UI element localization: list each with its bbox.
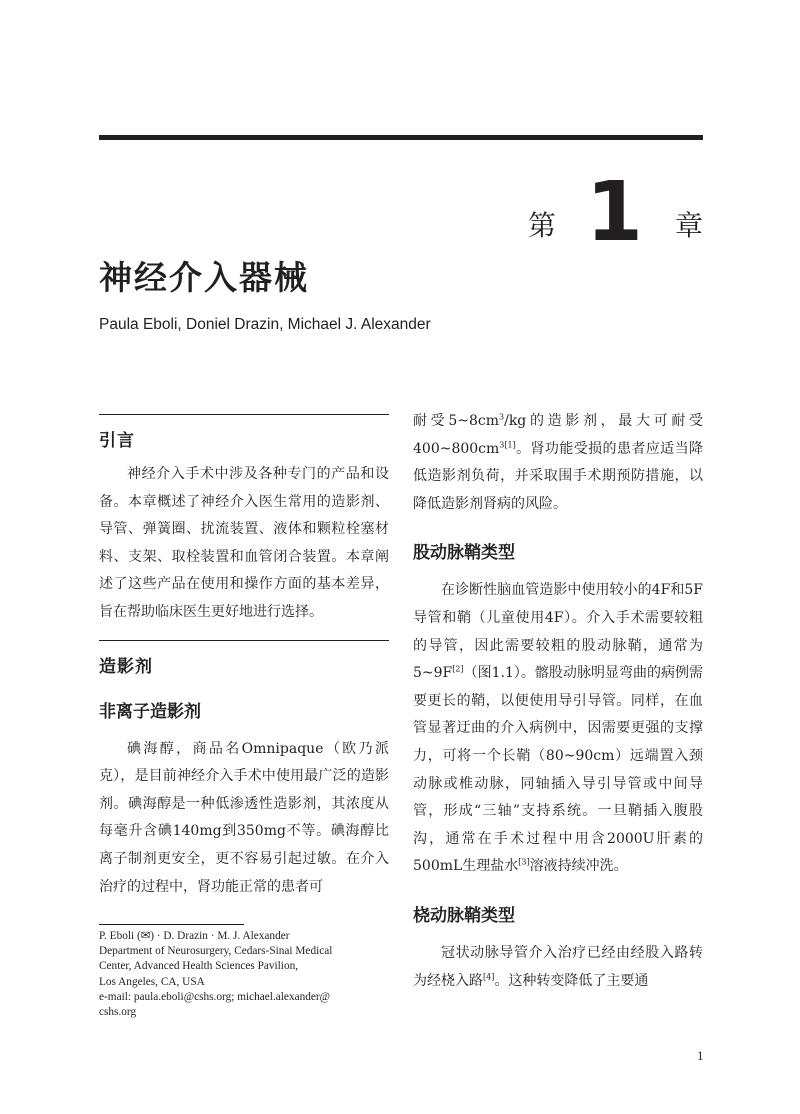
left-column <box>99 414 389 901</box>
femoral-paragraph: 在诊断性脑血管造影中使用较小的4F和5F导管和鞘（儿童使用4F）。介入手术需要较粗的导管，因此需要较粗的股动脉鞘，通常为5~9F[2]（图1.1）。髂股动脉明显弯曲的病例需要更长的鞘，以便使用导引导管。同样，在血管显著迂曲的介入病例中，因需要更强的支撑力，可将一个长鞘（80~90cm）远端置入颈动脉或椎动脉，同轴插入导引导管或中间导管，形成“三轴”支持系统。一旦鞘插入腹股沟，通常在手术过程中用含2000U肝素的500mL生理盐水[3]溶液持续冲洗。 <box>413 582 703 875</box>
page-number: 1 <box>697 1048 704 1063</box>
chapter-prefix: 第 <box>527 208 556 242</box>
author-list: Paula Eboli, Doniel Drazin, Michael J. Alexander <box>99 316 431 333</box>
subheading-radial-sheath: 桡动脉鞘类型 <box>413 905 515 926</box>
radial-paragraph: 冠状动脉导管介入治疗已经由经股入路转为经桡入路[4]。这种转变降低了主要通 <box>413 944 703 989</box>
right-column <box>413 408 703 995</box>
section-heading-contrast: 造影剂 <box>99 656 153 677</box>
section-rule <box>99 414 389 415</box>
section-heading-intro: 引言 <box>99 431 135 451</box>
footnote-line: Los Angeles, CA, USA <box>99 975 205 988</box>
section-rule <box>99 640 389 641</box>
citation-ref: [4] <box>483 971 495 981</box>
citation-ref: [3] <box>518 857 530 867</box>
chapter-title: 神经介入器械 <box>99 258 309 297</box>
footnote-line: e-mail: paula.eboli@cshs.org; michael.alexander@ <box>99 990 331 1003</box>
chapter-suffix: 章 <box>674 208 703 242</box>
chapter-label <box>527 165 703 260</box>
citation-ref: [2] <box>452 664 464 674</box>
author-affiliation-footnote <box>99 929 399 1020</box>
footnote-line: Department of Neurosurgery, Cedars-Sinai Medical <box>99 945 333 958</box>
footnote-line: Center, Advanced Health Sciences Pavilion, <box>99 960 299 973</box>
superscript: 3 <box>499 412 505 422</box>
subheading-femoral-sheath: 股动脉鞘类型 <box>413 543 515 564</box>
intro-paragraph: 神经介入手术中涉及各种专门的产品和设备。本章概述了神经介入医生常用的造影剂、导管、弹簧圈、扰流装置、液体和颗粒栓塞材料、支架、取栓装置和血管闭合装置。本章阐述了这些产品在使用和操作方面的基本差异，旨在帮助临床医生更好地进行选择。 <box>99 466 389 620</box>
footnote-line: cshs.org <box>99 1006 137 1019</box>
nonionic-paragraph-continued: 耐受$5\sim 8cm^3/kg$的造影剂，最大可耐受$400\sim 800cm^{3[1]}$。肾功能受损的患者应适当降低造影剂负荷，并采取围手术期预防措施，以降低造影剂肾病的风险。 <box>413 412 703 512</box>
chapter-number: 1 <box>585 165 643 260</box>
chapter-top-rule <box>99 135 703 140</box>
subheading-nonionic: 非离子造影剂 <box>99 701 201 722</box>
nonionic-paragraph: 碘海醇，商品名Omnipaque（欧乃派克），是目前神经介入手术中使用最广泛的造影剂。碘海醇是一种低渗透性造影剂，其浓度从每毫升含碘140mg到350mg不等。碘海醇比离子制剂更安全，更不容易引起过敏。在介入治疗的过程中，肾功能正常的患者可 <box>99 740 389 895</box>
footnote-rule <box>99 924 244 925</box>
citation-ref: 3[1] <box>499 439 516 449</box>
footnote-line: P. Eboli (✉) · D. Drazin · M. J. Alexander <box>99 930 290 942</box>
